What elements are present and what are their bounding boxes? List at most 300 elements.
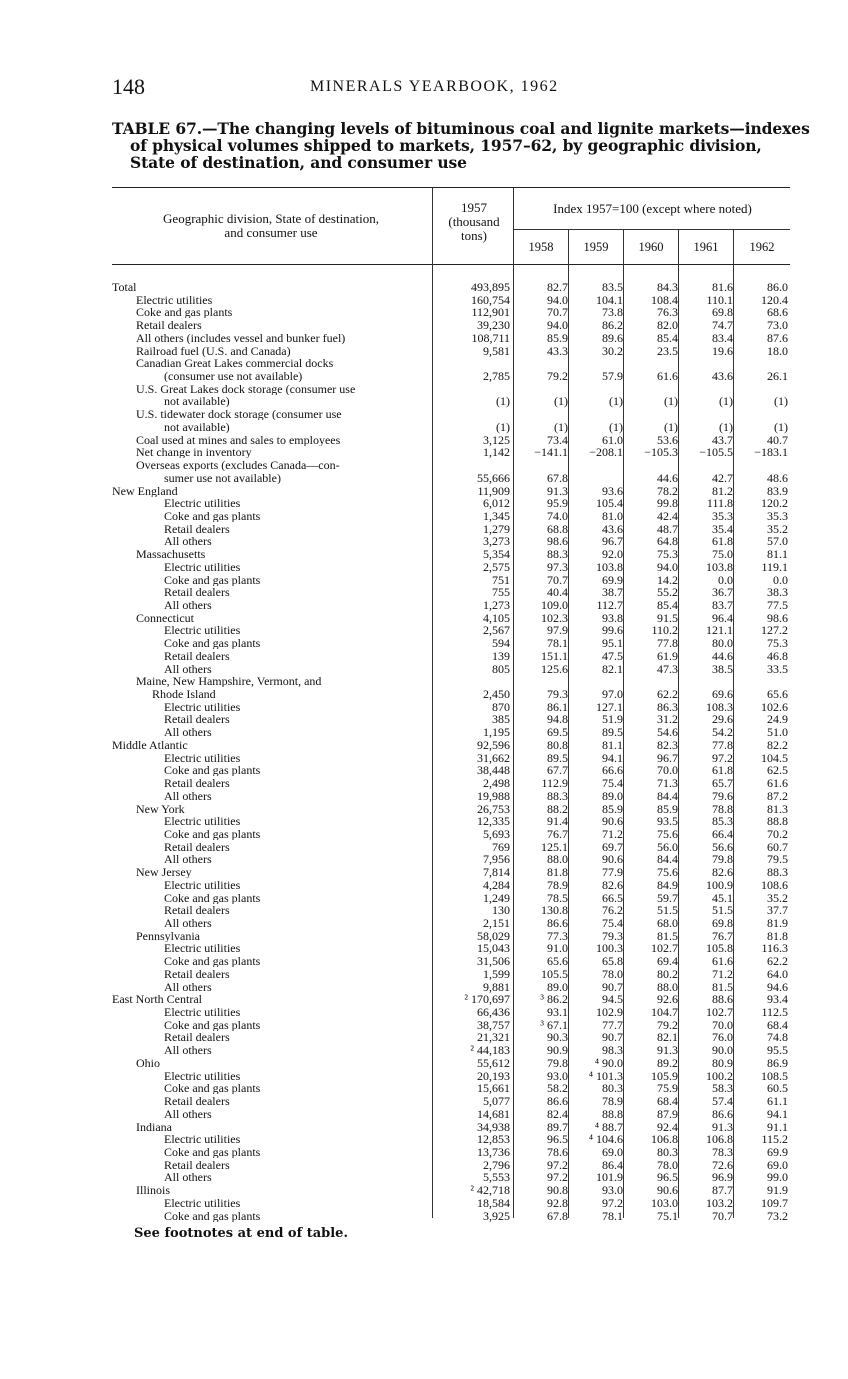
cell-index-1959: 103.8: [596, 559, 623, 574]
table-row: [112, 1031, 790, 1043]
cell-index-1958: 89.7: [547, 1119, 568, 1134]
cell-index-1962: 62.5: [767, 763, 788, 778]
cell-index-1960: 91.3: [657, 1043, 678, 1058]
cell-index-1958: 93.1: [547, 1005, 568, 1020]
cell-index-1959: ⁴ 90.0: [594, 1055, 623, 1070]
cell-index-1961: 71.2: [712, 966, 733, 981]
cell-index-1959: (1): [609, 419, 623, 434]
row-label: Electric utilities: [164, 751, 241, 764]
table-row: [112, 535, 790, 547]
row-label: Retail dealers: [164, 713, 230, 726]
cell-index-1962: 94.1: [767, 1106, 788, 1121]
cell-index-1960: 55.2: [657, 585, 678, 600]
cell-index-1959: 66.6: [602, 763, 623, 778]
cell-index-1962: 87.2: [767, 788, 788, 803]
table-row: [112, 523, 790, 535]
row-label: Coke and gas plants: [164, 764, 261, 777]
cell-index-1959: 61.0: [602, 432, 623, 447]
cell-index-1959: 86.2: [602, 318, 623, 333]
cell-index-1961: 79.8: [712, 852, 733, 867]
table-row: [112, 459, 790, 471]
cell-index-1959: −208.1: [589, 445, 623, 460]
cell-index-1961: 81.5: [712, 979, 733, 994]
cell-index-1959: 78.9: [602, 1094, 623, 1109]
cell-index-1958: ³ 67.1: [540, 1017, 568, 1032]
table-row: [112, 853, 790, 865]
cell-1957-tons: 1,345: [483, 508, 510, 523]
cell-1957-tons: 39,230: [477, 318, 510, 333]
cell-index-1961: 86.6: [712, 1106, 733, 1121]
cell-index-1960: 104.7: [651, 1005, 678, 1020]
cell-index-1958: 79.8: [547, 1055, 568, 1070]
cell-1957-tons: 15,661: [477, 1081, 510, 1096]
cell-1957-tons: 7,814: [483, 865, 510, 880]
table-row: [112, 497, 790, 509]
cell-index-1959: 94.5: [602, 992, 623, 1007]
cell-index-1961: 69.8: [712, 916, 733, 930]
cell-index-1960: 14.2: [657, 572, 678, 587]
cell-index-1958: 90.8: [547, 1183, 568, 1198]
row-label: Rhode Island: [152, 688, 216, 701]
cell-index-1961: 103.2: [706, 1195, 733, 1210]
cell-index-1961: 96.4: [712, 610, 733, 625]
caption-line-1: TABLE 67.—The changing levels of bituminous coal and lignite markets—indexes: [112, 119, 810, 138]
cell-index-1959: 82.1: [602, 661, 623, 676]
cell-index-1960: 68.0: [657, 916, 678, 930]
table-row: [112, 1070, 790, 1082]
cell-index-1959: 86.4: [602, 1157, 623, 1172]
cell-index-1959: 90.7: [602, 979, 623, 994]
cell-index-1962: 61.1: [767, 1094, 788, 1109]
cell-index-1962: 88.3: [767, 865, 788, 880]
cell-1957-tons: 19,988: [477, 788, 510, 803]
cell-1957-tons: 594: [492, 636, 510, 651]
cell-index-1961: 81.2: [712, 483, 733, 498]
cell-index-1962: 35.2: [767, 521, 788, 536]
cell-index-1961: 91.3: [712, 1119, 733, 1134]
table-row: [112, 395, 790, 407]
cell-index-1961: 96.9: [712, 1170, 733, 1185]
cell-index-1961: 103.8: [706, 559, 733, 574]
cell-1957-tons: 1,195: [483, 725, 510, 740]
cell-index-1961: 69.6: [712, 687, 733, 702]
cell-index-1962: 68.6: [767, 305, 788, 320]
table-row: [112, 357, 790, 369]
table-row: [112, 752, 790, 764]
cell-index-1959: 30.2: [602, 343, 623, 358]
cell-index-1958: 91.3: [547, 483, 568, 498]
table-row: [112, 688, 790, 700]
cell-index-1959: 57.9: [602, 369, 623, 384]
cell-1957-tons: 385: [492, 712, 510, 727]
cell-1957-tons: 2,567: [483, 623, 510, 638]
table-row: [112, 281, 790, 293]
cell-index-1959: ⁴ 104.6: [588, 1132, 623, 1147]
cell-index-1958: 97.3: [547, 559, 568, 574]
table-row: [112, 485, 790, 497]
cell-index-1959: 105.4: [596, 496, 623, 511]
cell-index-1962: 81.9: [767, 916, 788, 930]
cell-index-1960: 59.7: [657, 890, 678, 905]
cell-1957-tons: 38,448: [477, 763, 510, 778]
table-caption: [112, 119, 810, 172]
cell-index-1960: 78.0: [657, 1157, 678, 1172]
cell-index-1958: 125.6: [541, 661, 568, 676]
table-row: [112, 294, 790, 306]
table-row: [112, 993, 790, 1005]
cell-index-1961: 85.3: [712, 814, 733, 829]
cell-index-1958: 130.8: [541, 903, 568, 918]
table-row: [112, 1082, 790, 1094]
cell-index-1961: 78.3: [712, 1144, 733, 1159]
cell-index-1959: 71.2: [602, 826, 623, 841]
row-label: Massachusetts: [136, 548, 206, 561]
cell-index-1960: 82.3: [657, 737, 678, 752]
cell-index-1958: 67.8: [547, 1208, 568, 1223]
cell-1957-tons: 18,584: [477, 1195, 510, 1210]
cell-1957-tons: 13,736: [477, 1144, 510, 1159]
cell-index-1959: 89.5: [602, 725, 623, 740]
cell-index-1959: 85.9: [602, 801, 623, 816]
cell-index-1962: 0.0: [773, 572, 788, 587]
cell-index-1960: 75.9: [657, 1081, 678, 1096]
cell-1957-tons: 21,321: [477, 1030, 510, 1045]
cell-index-1962: 115.2: [761, 1132, 788, 1147]
cell-index-1958: 80.8: [547, 737, 568, 752]
cell-index-1961: 65.7: [712, 776, 733, 791]
header-year: 1961: [693, 240, 719, 254]
row-label: Maine, New Hampshire, Vermont, and: [136, 675, 322, 688]
table-row: [112, 1210, 790, 1222]
cell-1957-tons: (1): [496, 419, 510, 434]
row-label: U.S. tidewater dock storage (consumer use: [136, 408, 342, 421]
cell-index-1960: 89.2: [657, 1055, 678, 1070]
table-row: [112, 713, 790, 725]
table-row: [112, 472, 790, 484]
table-row: [112, 1171, 790, 1183]
table-row: [112, 739, 790, 751]
cell-1957-tons: ² 170,697: [464, 992, 510, 1007]
cell-1957-tons: 26,753: [477, 801, 510, 816]
caption-line-2: of physical volumes shipped to markets, 1957–62, by geographic division,: [130, 136, 762, 155]
table-row: [112, 879, 790, 891]
cell-index-1960: 90.6: [657, 1183, 678, 1198]
cell-index-1961: 54.2: [712, 725, 733, 740]
cell-index-1961: 61.6: [712, 954, 733, 969]
cell-index-1960: (1): [664, 419, 678, 434]
cell-index-1961: 61.8: [712, 534, 733, 549]
cell-index-1959: 93.8: [602, 610, 623, 625]
cell-index-1960: 23.5: [657, 343, 678, 358]
table-row: [112, 1095, 790, 1107]
cell-index-1962: 104.5: [761, 750, 788, 765]
cell-index-1962: 74.8: [767, 1030, 788, 1045]
row-label: Middle Atlantic: [112, 738, 188, 751]
cell-index-1962: 81.3: [767, 801, 788, 816]
cell-1957-tons: 3,273: [483, 534, 510, 549]
cell-index-1960: 88.0: [657, 979, 678, 994]
cell-index-1960: 79.2: [657, 1017, 678, 1032]
cell-index-1960: 44.6: [657, 470, 678, 485]
table-row: [112, 930, 790, 942]
row-label: Electric utilities: [164, 815, 241, 828]
cell-index-1958: −141.1: [534, 445, 568, 460]
cell-index-1959: 69.0: [602, 1144, 623, 1159]
table-row: [112, 599, 790, 611]
row-label: East North Central: [112, 993, 202, 1006]
cell-index-1961: 43.6: [712, 369, 733, 384]
row-label: Electric utilities: [164, 1196, 241, 1209]
row-label: All others: [164, 599, 212, 611]
cell-index-1962: 102.6: [761, 699, 788, 714]
cell-index-1962: 94.6: [767, 979, 788, 994]
row-label: Coke and gas plants: [164, 891, 261, 904]
cell-index-1958: 74.0: [547, 508, 568, 523]
table-row: [112, 803, 790, 815]
footer-note: See footnotes at end of table.: [134, 1226, 348, 1241]
cell-index-1960: 93.5: [657, 814, 678, 829]
cell-index-1958: 78.9: [547, 877, 568, 892]
cell-index-1961: 108.3: [706, 699, 733, 714]
cell-index-1958: 97.2: [547, 1170, 568, 1185]
row-label: Coal used at mines and sales to employees: [136, 433, 341, 446]
row-label: Retail dealers: [136, 319, 202, 332]
cell-1957-tons: 6,012: [483, 496, 510, 511]
table-row: [112, 981, 790, 993]
table-row: [112, 815, 790, 827]
caption-line-3: State of destination, and consumer use: [130, 153, 467, 172]
cell-index-1961: 51.5: [712, 903, 733, 918]
cell-index-1958: 151.1: [541, 648, 568, 663]
cell-index-1962: 69.0: [767, 1157, 788, 1172]
cell-index-1960: 105.9: [651, 1068, 678, 1083]
cell-index-1959: 77.7: [602, 1017, 623, 1032]
table-row: [112, 663, 790, 675]
row-label: New Jersey: [136, 866, 192, 879]
cell-index-1959: 90.6: [602, 814, 623, 829]
cell-1957-tons: 1,249: [483, 890, 510, 905]
row-label: Electric utilities: [136, 293, 213, 306]
cell-index-1959: 76.2: [602, 903, 623, 918]
row-label: All others (includes vessel and bunker fuel): [136, 331, 346, 344]
cell-1957-tons: 805: [492, 661, 510, 676]
row-label: Illinois: [136, 1184, 171, 1197]
cell-index-1960: 82.1: [657, 1030, 678, 1045]
cell-1957-tons: 15,043: [477, 941, 510, 956]
row-label: Electric utilities: [164, 700, 241, 713]
cell-index-1959: 69.7: [602, 839, 623, 854]
cell-index-1962: 35.2: [767, 890, 788, 905]
cell-1957-tons: 130: [492, 903, 510, 918]
cell-index-1960: 85.4: [657, 330, 678, 345]
cell-index-1960: 68.4: [657, 1094, 678, 1109]
cell-index-1959: 89.6: [602, 330, 623, 345]
cell-index-1962: (1): [774, 394, 788, 409]
cell-index-1962: 120.4: [761, 292, 788, 307]
row-label: Pennsylvania: [136, 929, 200, 942]
cell-index-1962: 87.6: [767, 330, 788, 345]
cell-index-1960: 110.2: [651, 623, 678, 638]
cell-index-1958: 88.3: [547, 788, 568, 803]
cell-index-1961: 35.4: [712, 521, 733, 536]
cell-index-1962: 82.2: [767, 737, 788, 752]
cell-index-1959: 93.0: [602, 1183, 623, 1198]
row-label: Coke and gas plants: [164, 1082, 261, 1095]
cell-index-1960: 99.8: [657, 496, 678, 511]
page-number: 148: [112, 74, 145, 99]
row-label: All others: [164, 853, 212, 866]
row-label: Retail dealers: [164, 904, 230, 917]
row-label: not available): [164, 395, 230, 408]
header-1957-line-3: tons): [461, 228, 487, 243]
header-1957-line-2: (thousand: [448, 214, 500, 229]
cell-index-1959: 73.8: [602, 305, 623, 320]
cell-index-1961: 100.9: [706, 877, 733, 892]
cell-1957-tons: 2,785: [483, 369, 510, 384]
cell-index-1960: 61.6: [657, 369, 678, 384]
cell-index-1958: 65.6: [547, 954, 568, 969]
cell-index-1958: 88.0: [547, 852, 568, 867]
cell-index-1960: −105.3: [644, 445, 678, 460]
cell-index-1961: 57.4: [712, 1094, 733, 1109]
cell-index-1961: 69.8: [712, 305, 733, 320]
cell-index-1961: 80.9: [712, 1055, 733, 1070]
table-row: [112, 574, 790, 586]
cell-index-1962: 127.2: [761, 623, 788, 638]
cell-index-1962: 112.5: [761, 1005, 788, 1020]
cell-index-1960: 103.0: [651, 1195, 678, 1210]
cell-index-1960: 71.3: [657, 776, 678, 791]
row-label: not available): [164, 420, 230, 433]
header-description-line-2: and consumer use: [224, 225, 318, 240]
cell-index-1960: 62.2: [657, 687, 678, 702]
cell-index-1961: 105.8: [706, 941, 733, 956]
cell-index-1959: 94.1: [602, 750, 623, 765]
cell-index-1961: 66.4: [712, 826, 733, 841]
cell-index-1958: 86.1: [547, 699, 568, 714]
cell-index-1961: 74.7: [712, 318, 733, 333]
cell-1957-tons: 5,354: [483, 547, 510, 562]
table-row: [112, 434, 790, 446]
cell-index-1960: 47.3: [657, 661, 678, 676]
cell-index-1962: 116.3: [761, 941, 788, 956]
cell-index-1959: 127.1: [596, 699, 623, 714]
cell-index-1960: 102.7: [651, 941, 678, 956]
cell-index-1961: 106.8: [706, 1132, 733, 1147]
cell-index-1961: 43.7: [712, 432, 733, 447]
cell-index-1962: −183.1: [754, 445, 788, 460]
row-label: Retail dealers: [164, 1158, 230, 1171]
cell-index-1961: 58.3: [712, 1081, 733, 1096]
table-row: [112, 1006, 790, 1018]
cell-index-1962: 37.7: [767, 903, 788, 918]
cell-index-1962: 119.1: [761, 559, 788, 574]
header-year: 1958: [528, 240, 554, 254]
cell-index-1962: 48.6: [767, 470, 788, 485]
row-label: All others: [164, 980, 212, 993]
index-header-rule: [513, 229, 790, 230]
cell-index-1962: 57.0: [767, 534, 788, 549]
row-label: Ohio: [136, 1056, 160, 1069]
cell-index-1958: 95.9: [547, 496, 568, 511]
cell-index-1959: 99.6: [602, 623, 623, 638]
cell-index-1962: 73.0: [767, 318, 788, 333]
cell-index-1958: 94.0: [547, 318, 568, 333]
cell-index-1958: (1): [554, 419, 568, 434]
cell-1957-tons: 1,279: [483, 521, 510, 536]
cell-index-1960: 42.4: [657, 508, 678, 523]
cell-1957-tons: 9,581: [483, 343, 510, 358]
cell-index-1962: 64.0: [767, 966, 788, 981]
row-label: Coke and gas plants: [164, 955, 261, 968]
cell-index-1961: 61.8: [712, 763, 733, 778]
cell-index-1959: 96.7: [602, 534, 623, 549]
table-row: [112, 764, 790, 776]
cell-index-1958: 88.2: [547, 801, 568, 816]
cell-1957-tons: 2,575: [483, 559, 510, 574]
cell-1957-tons: 1,273: [483, 598, 510, 612]
row-label: Coke and gas plants: [164, 573, 261, 586]
header-description-line-1: Geographic division, State of destination,: [163, 211, 379, 226]
table-row: [112, 1159, 790, 1171]
cell-index-1962: 46.8: [767, 648, 788, 663]
cell-index-1960: 96.5: [657, 1170, 678, 1185]
cell-1957-tons: 66,436: [477, 1005, 510, 1020]
cell-index-1960: 92.6: [657, 992, 678, 1007]
cell-index-1960: 53.6: [657, 432, 678, 447]
row-label: Coke and gas plants: [164, 637, 261, 650]
cell-index-1961: 0.0: [718, 572, 733, 587]
cell-index-1960: 54.6: [657, 725, 678, 740]
cell-1957-tons: 2,450: [483, 687, 510, 702]
row-label: Railroad fuel (U.S. and Canada): [136, 344, 291, 357]
row-label: Net change in inventory: [136, 446, 252, 459]
cell-index-1959: 88.8: [602, 1106, 623, 1121]
table-row: [112, 841, 790, 853]
cell-index-1961: 70.7: [712, 1208, 733, 1223]
cell-index-1961: 76.7: [712, 928, 733, 943]
cell-index-1960: 75.1: [657, 1208, 678, 1223]
table-row: [112, 726, 790, 738]
cell-index-1960: 61.9: [657, 648, 678, 663]
cell-index-1959: 90.6: [602, 852, 623, 867]
cell-index-1962: 51.0: [767, 725, 788, 740]
row-label: Retail dealers: [164, 840, 230, 853]
cell-index-1959: 81.0: [602, 508, 623, 523]
row-label: Retail dealers: [164, 1095, 230, 1108]
cell-index-1958: 94.0: [547, 292, 568, 307]
cell-index-1958: 109.0: [541, 598, 568, 612]
row-label: U.S. Great Lakes dock storage (consumer use: [136, 382, 356, 395]
row-label: Coke and gas plants: [164, 509, 261, 522]
cell-index-1959: 81.1: [602, 737, 623, 752]
cell-index-1961: 121.1: [706, 623, 733, 638]
cell-index-1959: 97.0: [602, 687, 623, 702]
table-row: [112, 1146, 790, 1158]
cell-index-1958: 82.7: [547, 280, 568, 294]
cell-index-1961: 97.2: [712, 750, 733, 765]
cell-1957-tons: 160,754: [471, 292, 510, 307]
running-head: MINERALS YEARBOOK, 1962: [310, 78, 559, 95]
cell-1957-tons: 9,881: [483, 979, 510, 994]
cell-index-1958: ³ 86.2: [540, 992, 568, 1007]
cell-index-1961: 42.7: [712, 470, 733, 485]
cell-index-1960: 108.4: [651, 292, 678, 307]
cell-index-1959: 38.7: [602, 585, 623, 600]
row-label: Electric utilities: [164, 624, 241, 637]
cell-index-1959: 97.2: [602, 1195, 623, 1210]
cell-index-1958: 40.4: [547, 585, 568, 600]
